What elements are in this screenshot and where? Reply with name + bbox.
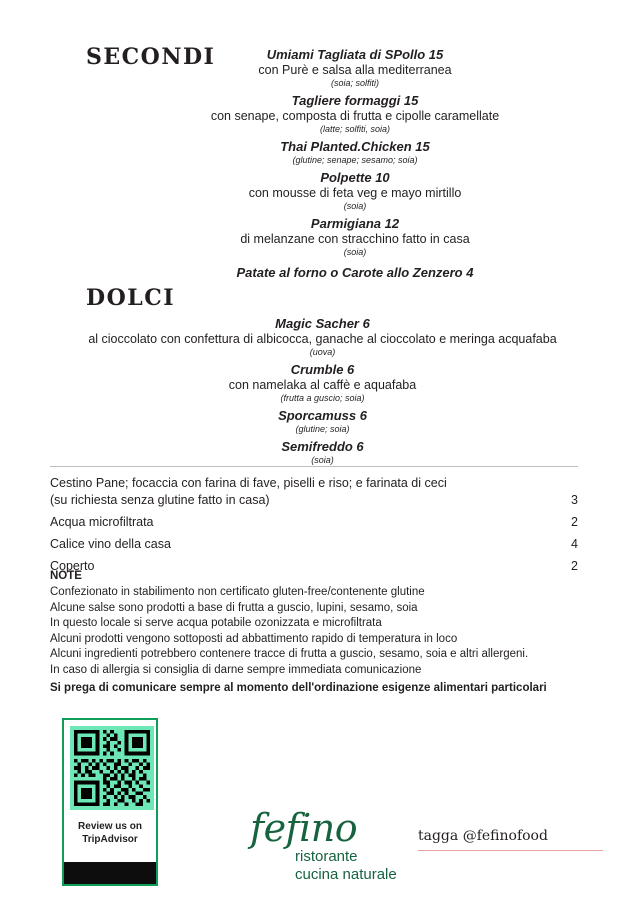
menu-item-description: con Purè e salsa alla mediterranea (258, 63, 452, 77)
menu-item (120, 46, 590, 89)
extra-price: 4 (571, 537, 578, 551)
menu-item-description: con namelaka al caffè e aquafaba (228, 378, 417, 392)
note-emphasis: Si prega di comunicare sempre al momento dell'ordinazione esigenze alimentari particolari (50, 682, 547, 694)
menu-item-description: di melanzane con stracchino fatto in casa (240, 232, 470, 246)
menu-item-allergens: (soia) (343, 201, 367, 211)
qr-caption-line1: Review us on (78, 821, 142, 832)
menu-item-allergens: (latte; solfiti, soia) (319, 124, 391, 134)
social-handle-text: tagga @fefinofood (418, 828, 548, 844)
section-title-dolci: DOLCI (86, 285, 176, 311)
menu-item-allergens: (glutine; soia) (295, 424, 350, 434)
notes-block (50, 570, 590, 695)
menu-item (55, 407, 590, 435)
menu-item-name: Semifreddo 6 (281, 439, 364, 454)
note-line: In caso di allergia si consiglia di darne sempre immediata comunicazione (50, 663, 422, 676)
extras-list (50, 466, 578, 580)
note-line: Alcuni ingredienti potrebbero contenere tracce di frutta a guscio, sesamo, soia e altri allergeni. (50, 648, 529, 660)
menu-item-name: Sporcamuss 6 (278, 408, 367, 423)
menu-item (55, 361, 590, 404)
logo-wordmark: fefino (250, 806, 358, 850)
qr-caption-line2: TripAdvisor (82, 834, 138, 845)
menu-item (120, 169, 590, 212)
social-divider (418, 850, 603, 851)
extra-price: 2 (571, 515, 578, 529)
extra-row (50, 475, 578, 509)
extra-label: Calice vino della casa (50, 537, 171, 551)
extra-price: 2 (571, 559, 578, 573)
menu-item-description: al cioccolato con confettura di albicocca, ganache al cioccolato e meringa acquafaba (88, 332, 557, 346)
logo-subtitle-1: ristorante (295, 848, 358, 865)
secondi-items-list (120, 46, 590, 284)
note-line: Confezionato in stabilimento non certificato gluten-free/contenente glutine (50, 586, 425, 598)
menu-item-description: con senape, composta di frutta e cipolle caramellate (210, 109, 500, 123)
menu-item-allergens: (soia; solfiti) (330, 78, 379, 88)
section-title-secondi: SECONDI (86, 44, 216, 70)
menu-item-allergens: (soia) (343, 247, 367, 257)
menu-item-allergens: (frutta a guscio; soia) (280, 393, 365, 403)
note-line: Alcune salse sono prodotti a base di frutta a guscio, lupini, sesamo, soia (50, 601, 418, 614)
menu-item-description: con mousse di feta veg e mayo mirtillo (248, 186, 462, 200)
qr-caption (64, 820, 156, 846)
qr-card-footer-bar (64, 862, 156, 884)
menu-item-allergens: (uova) (309, 347, 336, 357)
menu-item-name: Thai Planted.Chicken 15 (280, 139, 430, 154)
extra-label: Cestino Pane; focaccia con farina di fave, piselli e riso; e farinata di ceci (50, 476, 447, 490)
menu-item-name: Patate al forno o Carote allo Zenzero 4 (236, 265, 474, 280)
dolci-items-list (55, 315, 590, 469)
menu-item-name: Magic Sacher 6 (275, 316, 370, 331)
menu-item (120, 92, 590, 135)
extra-sublabel: (su richiesta senza glutine fatto in casa) (50, 493, 270, 507)
tripadvisor-review-card[interactable] (62, 718, 158, 886)
menu-item-name: Polpette 10 (320, 170, 390, 185)
extra-label: Acqua microfiltrata (50, 515, 154, 529)
menu-item-name: Crumble 6 (290, 362, 355, 377)
social-handle-block (418, 828, 603, 851)
extra-row (50, 536, 578, 553)
note-line: Alcuni prodotti vengono sottoposti ad abbattimento rapido di temperatura in loco (50, 632, 458, 645)
extra-label: Coperto (50, 559, 95, 573)
logo-subtitle-2: cucina naturale (295, 866, 397, 883)
extra-label-wrapper (50, 475, 554, 509)
extra-row (50, 514, 578, 531)
note-line: In questo locale si serve acqua potabile ozonizzata e microfiltrata (50, 617, 382, 629)
menu-item-name: Tagliere formaggi 15 (291, 93, 419, 108)
tripadvisor-owl-icon (99, 848, 121, 862)
menu-item (120, 138, 590, 166)
menu-item (55, 438, 590, 466)
menu-item (55, 315, 590, 358)
menu-item-allergens: (soia) (311, 455, 334, 465)
notes-title: NOTE (50, 570, 82, 582)
qr-code-icon[interactable] (74, 730, 150, 806)
menu-item-allergens: (glutine; senape; sesamo; soia) (292, 155, 418, 165)
menu-item-name: Umiami Tagliata di SPollo 15 (266, 47, 444, 62)
extra-price: 3 (571, 493, 578, 507)
menu-item (120, 215, 590, 258)
menu-item (120, 264, 590, 281)
menu-item-name: Parmigiana 12 (310, 216, 400, 231)
